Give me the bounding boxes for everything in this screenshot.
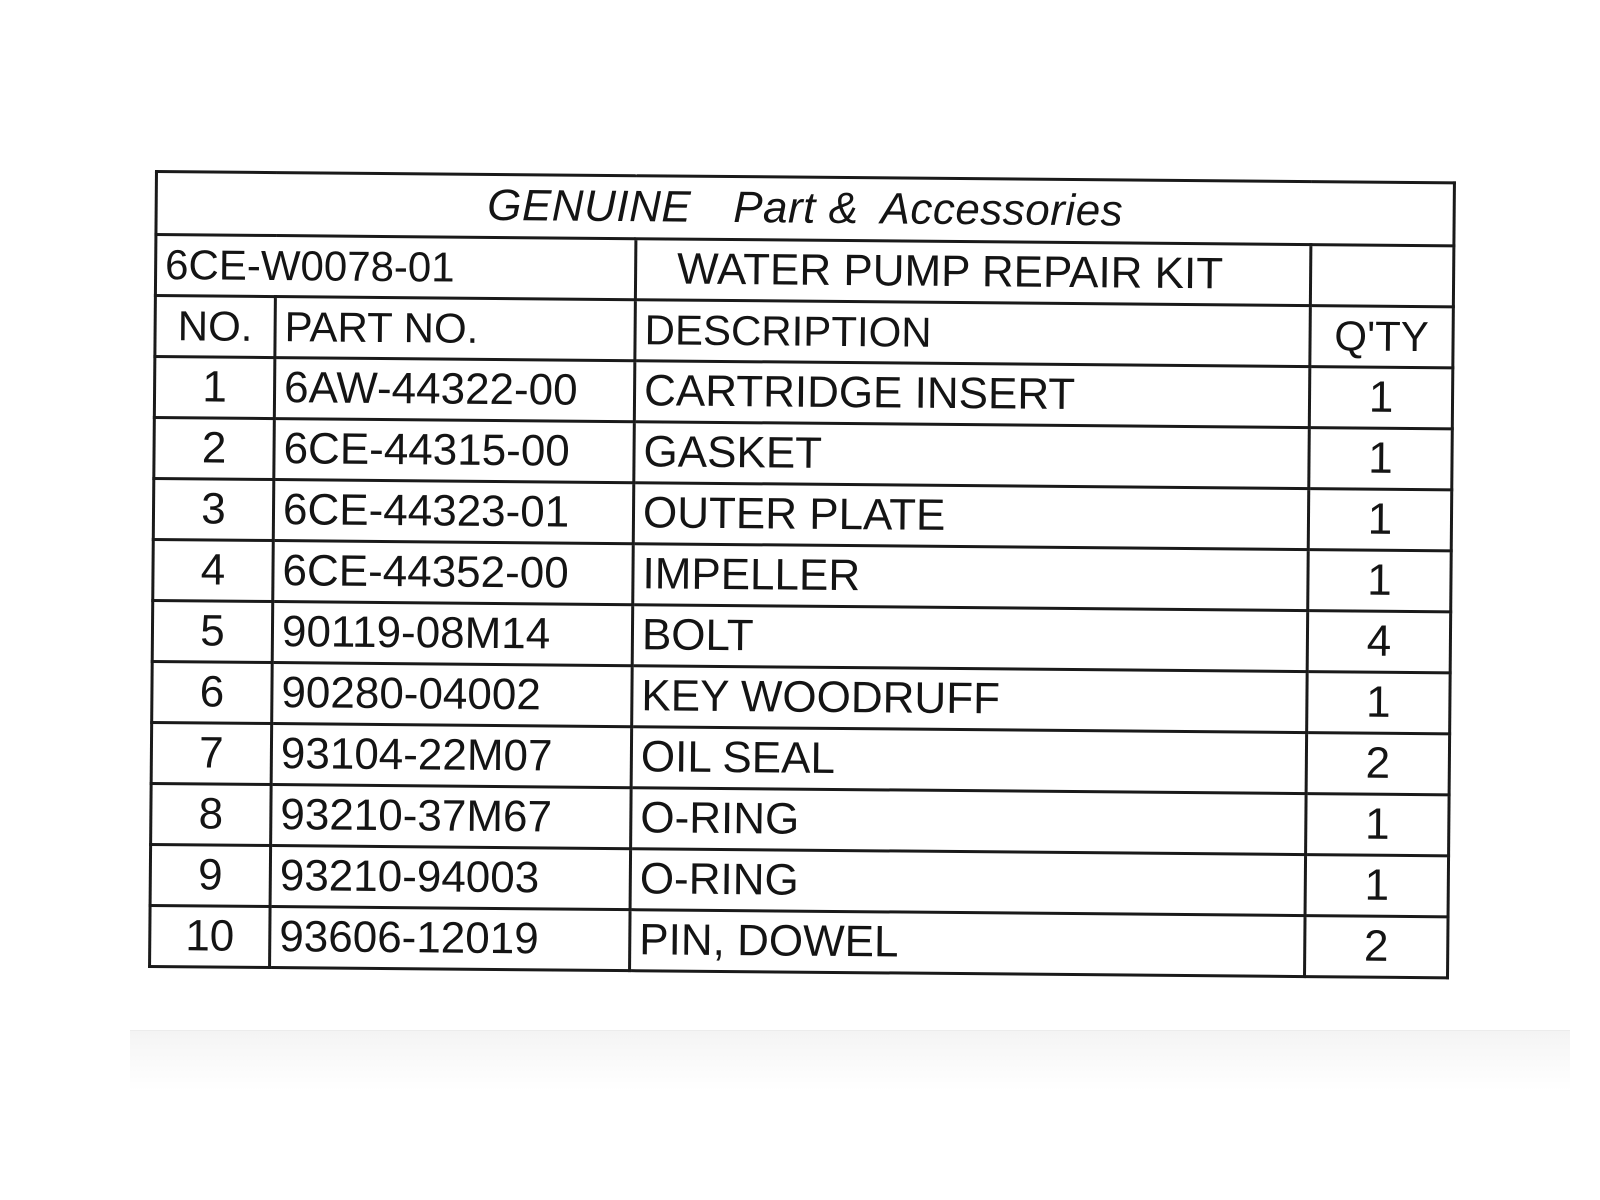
table-title	[156, 172, 1455, 246]
cell-part-no: 6CE-44315-00	[274, 419, 635, 483]
table-row	[152, 661, 1450, 733]
cell-no: 1	[154, 357, 275, 419]
cell-part-no: 93210-37M67	[271, 785, 632, 849]
table-row	[153, 479, 1451, 551]
cell-part-no: 6AW-44322-00	[274, 358, 635, 422]
table-row	[150, 905, 1448, 977]
cell-description: IMPELLER	[633, 544, 1309, 611]
cell-part-no: 93104-22M07	[271, 724, 632, 788]
cell-qty: 1	[1307, 672, 1451, 734]
column-header-part-no: PART NO.	[275, 297, 636, 361]
title-row	[156, 172, 1455, 246]
cell-no: 3	[153, 479, 274, 541]
column-header-description: DESCRIPTION	[635, 300, 1311, 367]
cell-no: 7	[151, 722, 272, 784]
cell-no: 9	[150, 844, 271, 906]
cell-qty: 2	[1305, 916, 1449, 978]
cell-description: O-RING	[631, 788, 1307, 855]
cell-description: KEY WOODRUFF	[632, 666, 1308, 733]
title-word-genuine: GENUINE	[487, 180, 692, 232]
table-row	[151, 783, 1449, 855]
cell-part-no: 6CE-44323-01	[273, 480, 634, 544]
cell-description: CARTRIDGE INSERT	[634, 361, 1310, 428]
column-header-row	[155, 296, 1453, 368]
cell-description: PIN, DOWEL	[630, 910, 1306, 977]
table-row	[153, 539, 1451, 611]
kit-row	[155, 235, 1453, 307]
cell-qty: 1	[1305, 855, 1449, 917]
table-row	[154, 418, 1452, 490]
cell-qty: 1	[1306, 794, 1450, 856]
cell-qty: 4	[1307, 611, 1451, 673]
table-row	[151, 722, 1449, 794]
parts-label	[148, 170, 1453, 1009]
cell-description: OUTER PLATE	[633, 483, 1309, 550]
cell-description: GASKET	[634, 422, 1310, 489]
cell-part-no: 90119-08M14	[272, 602, 633, 666]
cell-part-no: 90280-04002	[272, 663, 633, 727]
cell-part-no: 93606-12019	[270, 907, 631, 971]
cell-no: 4	[153, 539, 274, 601]
cell-no: 6	[152, 661, 273, 723]
cell-qty: 2	[1306, 733, 1450, 795]
cell-part-no: 6CE-44352-00	[273, 541, 634, 605]
cell-part-no: 93210-94003	[270, 846, 631, 910]
cell-description: BOLT	[632, 605, 1308, 672]
kit-name: WATER PUMP REPAIR KIT	[635, 239, 1311, 306]
kit-qty-blank	[1310, 245, 1454, 307]
title-word-part: Part &	[732, 183, 859, 234]
kit-number: 6CE-W0078-01	[155, 235, 636, 300]
table-row	[154, 357, 1452, 429]
column-header-qty: Q'TY	[1310, 306, 1454, 368]
column-header-no: NO.	[155, 296, 276, 358]
cell-qty: 1	[1309, 428, 1453, 490]
cell-no: 5	[152, 600, 273, 662]
cell-description: OIL SEAL	[631, 727, 1307, 794]
table-row	[150, 844, 1448, 916]
title-word-accessories: Accessories	[880, 184, 1124, 236]
cell-qty: 1	[1309, 367, 1453, 429]
cell-description: O-RING	[630, 849, 1306, 916]
paper-fold-edge	[130, 1030, 1570, 1091]
table-row	[152, 600, 1450, 672]
cell-qty: 1	[1308, 550, 1452, 612]
cell-no: 8	[151, 783, 272, 845]
cell-qty: 1	[1308, 489, 1452, 551]
parts-table	[148, 170, 1456, 979]
cell-no: 10	[150, 905, 271, 967]
cell-no: 2	[154, 418, 275, 480]
